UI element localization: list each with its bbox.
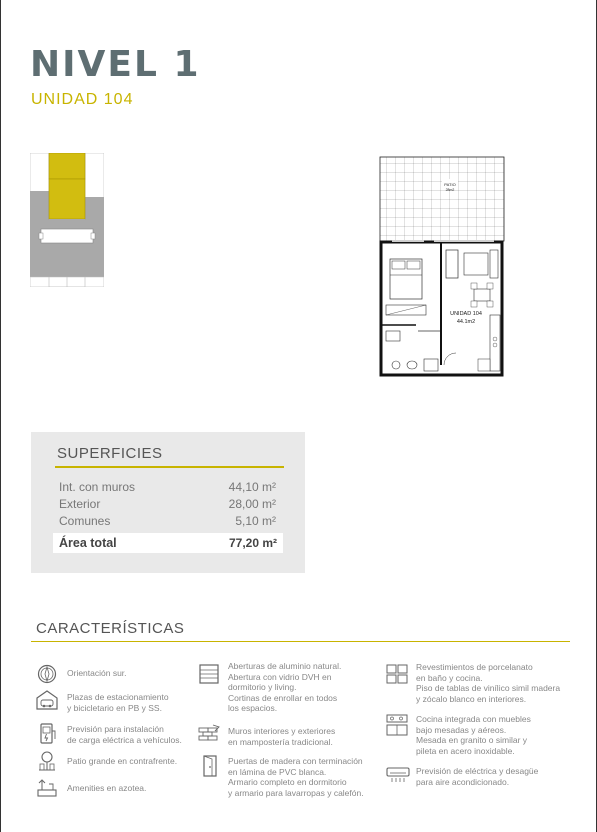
feature-line: en lámina de PVC blanca. (228, 766, 327, 777)
feature-text (228, 661, 341, 714)
feature-text (228, 756, 364, 798)
superficie-label: Comunes (59, 514, 111, 528)
feature-line: Previsión para instalación (67, 724, 164, 734)
brick-wall-icon (197, 724, 221, 742)
compass-icon (37, 664, 57, 684)
door-icon (201, 755, 219, 777)
superficie-value: 44,10 m² (228, 480, 276, 494)
caracteristicas-title: CARACTERÍSTICAS (36, 620, 185, 637)
feature-line: Aberturas de aluminio natural. (228, 661, 342, 671)
air-conditioner-icon (386, 766, 410, 784)
feature-line: pileta en acero inoxidable. (416, 745, 515, 756)
feature-line: bajo mesadas y aéreos. (416, 724, 507, 735)
feature-line: en baño y cocina. (416, 672, 483, 683)
superficie-value: 5,10 m² (235, 514, 276, 528)
feature-text (67, 756, 177, 767)
total-label: Área total (59, 536, 117, 550)
feature-line: dormitorio y living. (228, 682, 297, 692)
feature-line: Cortinas de enrollar en todos (228, 692, 338, 703)
key-plan (30, 153, 104, 287)
superficie-value: 28,00 m² (228, 497, 276, 511)
feature-line: en mampostería tradicional. (228, 736, 333, 747)
feature-text (228, 726, 335, 747)
superficies-panel (31, 432, 305, 573)
feature-line: Cocina integrada con muebles (416, 714, 531, 724)
feature-line: Plazas de estacionamiento (67, 692, 169, 702)
ev-charger-icon (39, 723, 57, 745)
superficie-label: Exterior (59, 497, 101, 511)
page-border-left (0, 0, 1, 832)
superficies-divider (55, 466, 284, 468)
feature-line: Orientación sur. (67, 668, 127, 678)
patio-area: 28m2 (445, 188, 455, 192)
feature-text (416, 766, 538, 787)
feature-line: Abertura con vidrio DVH en (228, 671, 332, 682)
superficies-title: SUPERFICIES (57, 445, 163, 462)
feature-text (67, 724, 182, 745)
patio-icon (37, 751, 57, 771)
feature-line: Puertas de madera con terminación (228, 756, 363, 766)
window-icon (199, 664, 219, 684)
feature-line: Muros interiores y exteriores (228, 726, 336, 736)
feature-line: Previsión de eléctrica y desagüe (416, 766, 539, 776)
feature-line: para aire acondicionado. (416, 776, 510, 787)
page-title: NIVEL 1 (30, 44, 201, 85)
feature-line: Piso de tablas de vinílico simil madera (416, 683, 561, 693)
feature-line: y armario para lavarropas y calefón. (228, 787, 364, 798)
unit-floor-plan (378, 155, 508, 380)
feature-line: Armario completo en dormitorio (228, 777, 347, 787)
feature-line: Amenities en azotea. (67, 783, 147, 793)
patio-label: PATIO (444, 182, 456, 187)
feature-text (67, 783, 146, 794)
feature-text (67, 692, 169, 713)
feature-line: y zócalo blanco en interiores. (416, 693, 527, 704)
feature-line: de carga eléctrica a vehículos. (67, 734, 182, 745)
unit-subtitle: UNIDAD 104 (31, 91, 134, 108)
feature-line: Mesada en granito o similar y (416, 735, 528, 745)
feature-line: Patio grande en contrafrente. (67, 756, 178, 766)
total-value: 77,20 m² (228, 536, 277, 550)
feature-text (416, 662, 560, 704)
feature-line: y bicicletario en PB y SS. (67, 702, 162, 713)
feature-text (67, 668, 127, 679)
unit-label: UNIDAD 104 (450, 311, 482, 317)
kitchen-icon (386, 714, 408, 736)
superficie-label: Int. con muros (59, 480, 136, 494)
caracteristicas-divider (31, 641, 570, 642)
garage-icon (36, 690, 58, 710)
tiles-icon (386, 664, 408, 684)
feature-line: Revestimientos de porcelanato (416, 662, 533, 672)
superficie-total-row (53, 533, 283, 553)
unit-area: 44.1m2 (456, 319, 476, 325)
rooftop-amenities-icon (36, 778, 58, 798)
feature-line: los espacios. (228, 703, 278, 713)
feature-text (416, 714, 531, 756)
